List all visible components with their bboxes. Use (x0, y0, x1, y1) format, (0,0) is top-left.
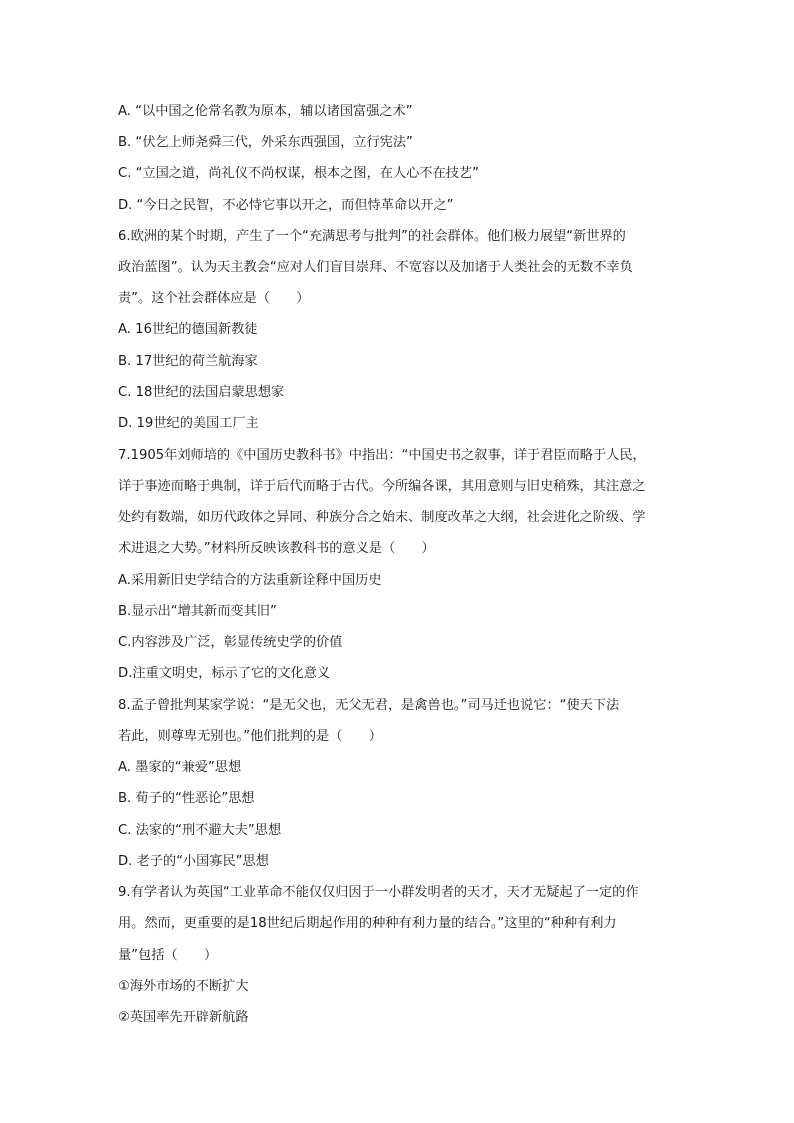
q5-option-c: C. “立国之道，尚礼仪不尚权谋，根本之图，在人心不在技艺” (118, 166, 479, 181)
q8-option-c: C. 法家的“刑不避大夫”思想 (118, 823, 282, 838)
q7-option-d: D.注重文明史，标示了它的文化意义 (118, 666, 331, 681)
q6-option-a: A. 16世纪的德国新教徒 (118, 322, 258, 337)
q7-stem-line-3: 处约有数端，如历代政体之异同、种族分合之始末、制度改革之大纲，社会进化之阶级、学 (118, 510, 646, 525)
q9-item-2: ②英国率先开辟新航路 (118, 1010, 249, 1025)
q6-option-b: B. 17世纪的荷兰航海家 (118, 354, 258, 369)
q6-stem-line-2: 政治蓝图”。认为天主教会“应对人们盲目崇拜、不宽容以及加诸于人类社会的无数不幸负 (118, 260, 633, 275)
q8-stem-line-1: 8.孟子曾批判某家学说：“是无父也，无父无君，是禽兽也。”司马迁也说它：“使天下法 (118, 698, 620, 713)
q5-option-a: A. “以中国之伦常名教为原本，辅以诸国富强之术” (118, 104, 413, 119)
q7-option-c: C.内容涉及广泛，彰显传统史学的价值 (118, 635, 343, 650)
q7-option-a: A.采用新旧史学结合的方法重新诠释中国历史 (118, 573, 382, 588)
q6-stem-line-1: 6.欧洲的某个时期，产生了一个“充满思考与批判”的社会群体。他们极力展望“新世界的 (118, 229, 626, 244)
q9-stem-line-2: 用。然而，更重要的是18世纪后期起作用的种种有利力量的结合。”这里的“种种有利力 (118, 916, 617, 931)
q8-option-b: B. 荀子的“性恶论”思想 (118, 791, 255, 806)
q5-option-d: D. “今日之民智，不必恃它事以开之，而但恃革命以开之” (118, 198, 454, 213)
q7-stem-line-2: 详于事迹而略于典制，详于后代而略于古代。今所编各课，其用意则与旧史稍殊，其注意之 (118, 479, 646, 494)
q8-stem-line-2: 若此，则尊卑无别也。”他们批判的是（ ） (118, 729, 382, 744)
q6-option-c: C. 18世纪的法国启蒙思想家 (118, 385, 285, 400)
q9-item-1: ①海外市场的不断扩大 (118, 979, 249, 994)
q9-stem-line-1: 9.有学者认为英国“工业革命不能仅仅归因于一小群发明者的天才，天才无疑起了一定的作 (118, 885, 639, 900)
q8-option-d: D. 老子的“小国寡民”思想 (118, 854, 269, 869)
q8-option-a: A. 墨家的“兼爱”思想 (118, 760, 242, 775)
q5-option-b: B. “伏乞上师尧舜三代，外采东西强国，立行宪法” (118, 135, 413, 150)
q6-stem-line-3: 责”。这个社会群体应是（ ） (118, 291, 310, 306)
q7-stem-line-1: 7.1905年刘师培的《中国历史教科书》中指出：“中国史书之叙事，详于君臣而略于人民， (118, 448, 646, 463)
q6-option-d: D. 19世纪的美国工厂主 (118, 416, 259, 431)
q7-option-b: B.显示出“增其新而变其旧” (118, 604, 277, 619)
q7-stem-line-4: 术进退之大势。”材料所反映该教科书的意义是（ ） (118, 541, 435, 556)
q9-stem-line-3: 量”包括（ ） (118, 948, 218, 963)
